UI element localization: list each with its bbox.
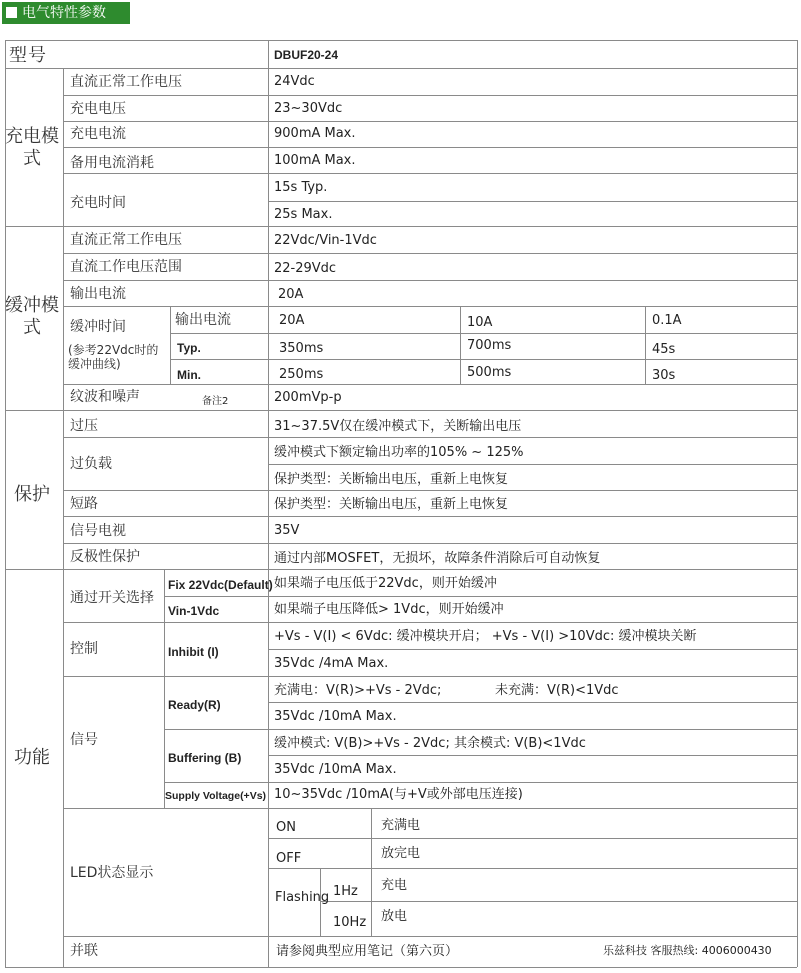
- buffering-value: 缓冲模式: V(B)>+Vs - 2Vdc; 其余模式: V(B)<1Vdc: [274, 736, 586, 751]
- led-10hz-value: 放电: [381, 909, 408, 924]
- buffer-min-value: 30s: [652, 368, 676, 383]
- grid-line-h: [63, 121, 797, 122]
- grid-line-h: [63, 936, 797, 937]
- grid-line-h: [268, 649, 797, 650]
- led-on: ON: [276, 820, 296, 835]
- buffer-min-value: 250ms: [279, 367, 324, 382]
- ready-rating: 35Vdc /10mA Max.: [274, 709, 397, 724]
- buffer-typ-label: Typ.: [177, 341, 201, 355]
- grid-line-h: [63, 808, 797, 809]
- ripple-value: 200mVp-p: [274, 390, 342, 405]
- buffer-row-value: 20A: [278, 287, 304, 302]
- model-label: 型号: [9, 45, 47, 66]
- grid-line-h: [268, 838, 797, 839]
- charge-mode-category: 充电模式: [5, 126, 59, 169]
- parallel-value: 请参阅典型应用笔记（第六页）: [276, 944, 459, 959]
- short-circuit-value: 保护类型：关断输出电压，重新上电恢复: [274, 497, 509, 512]
- function-category: 功能: [14, 747, 50, 768]
- inhibit-value: +Vs - V(I) < 6Vdc: 缓冲模块开启； +Vs - V(I) >10Vdc: 缓冲模块关断: [274, 629, 697, 644]
- grid-line-v: [164, 622, 165, 676]
- charge-row-label: 直流正常工作电压: [70, 74, 182, 90]
- signal-tv-value: 35V: [274, 523, 300, 538]
- buffer-current: 10A: [467, 315, 493, 330]
- grid-line-v: [460, 306, 461, 384]
- short-circuit-label: 短路: [70, 496, 98, 512]
- buffer-typ-value: 700ms: [467, 338, 512, 353]
- inhibit-rating: 35Vdc /4mA Max.: [274, 656, 389, 671]
- switch-option-value: 如果端子电压降低> 1Vdc，则开始缓冲: [274, 602, 504, 617]
- grid-line-h: [268, 868, 797, 869]
- charge-time-label: 充电时间: [70, 195, 126, 211]
- grid-line-h: [63, 384, 797, 385]
- buffer-time-label: 缓冲时间: [70, 319, 126, 335]
- control-label: 控制: [70, 641, 98, 657]
- grid-line-h: [5, 226, 797, 227]
- buffer-min-value: 500ms: [467, 365, 512, 380]
- led-1hz: 1Hz: [333, 884, 358, 899]
- reverse-polarity-value: 通过内部MOSFET，无损坏，故障条件消除后可自动恢复: [274, 551, 601, 566]
- supply-voltage-label: Supply Voltage(+Vs): [165, 790, 267, 802]
- overload-value: 缓冲模式下额定输出功率的105% ~ 125%: [274, 445, 524, 460]
- grid-line-h: [268, 464, 797, 465]
- buffer-min-label: Min.: [177, 368, 201, 382]
- grid-line-h: [63, 437, 797, 438]
- grid-line-h: [164, 782, 797, 783]
- charge-row-label: 备用电流消耗: [70, 155, 154, 171]
- grid-line-h: [170, 333, 797, 334]
- grid-line-h: [63, 543, 797, 544]
- led-on-value: 充满电: [381, 818, 421, 833]
- grid-line-h: [164, 729, 797, 730]
- led-off: OFF: [276, 851, 302, 866]
- parallel-label: 并联: [70, 943, 98, 959]
- protection-category: 保护: [14, 484, 50, 505]
- led-status-label: LED状态显示: [70, 865, 154, 881]
- grid-line-h: [5, 40, 797, 41]
- grid-line-h: [164, 596, 797, 597]
- grid-line-h: [268, 702, 797, 703]
- hotline: 乐兹科技 客服热线: 4006000430: [603, 944, 772, 957]
- grid-line-h: [63, 306, 797, 307]
- grid-line-h: [63, 622, 797, 623]
- grid-line-h: [5, 410, 797, 411]
- charge-time-max: 25s Max.: [274, 207, 333, 222]
- buffer-typ-value: 350ms: [279, 341, 324, 356]
- buffer-row-label: 输出电流: [70, 286, 126, 302]
- grid-line-h: [63, 173, 797, 174]
- ripple-label: 纹波和噪声: [70, 389, 140, 405]
- overload-protect-type: 保护类型：关断输出电压，重新上电恢复: [274, 472, 509, 487]
- buffering-rating: 35Vdc /10mA Max.: [274, 762, 397, 777]
- buffer-subhead-current: 输出电流: [175, 312, 231, 328]
- switch-option: Fix 22Vdc(Default): [168, 578, 273, 592]
- grid-line-h: [5, 68, 797, 69]
- charge-time-typ: 15s Typ.: [274, 180, 328, 195]
- charge-row-value: 900mA Max.: [274, 126, 356, 141]
- reverse-polarity-label: 反极性保护: [70, 549, 140, 565]
- over-voltage-value: 31~37.5V仅在缓冲模式下，关断输出电压: [274, 419, 522, 434]
- grid-line-v: [645, 306, 646, 384]
- switch-option-value: 如果端子电压低于22Vdc，则开始缓冲: [274, 576, 497, 591]
- grid-line-v: [164, 569, 165, 622]
- led-flashing: Flashing: [275, 890, 330, 905]
- grid-line-v: [268, 40, 269, 967]
- grid-line-h: [63, 676, 797, 677]
- grid-line-h: [63, 280, 797, 281]
- led-off-value: 放完电: [381, 846, 421, 861]
- grid-line-h: [63, 490, 797, 491]
- grid-line-h: [268, 201, 797, 202]
- grid-line-v: [170, 306, 171, 384]
- overload-label: 过负载: [70, 456, 112, 472]
- ready-value-not-full: 未充满：V(R)<1Vdc: [495, 683, 619, 698]
- buffer-time-note: (参考22Vdc时的缓冲曲线): [68, 343, 159, 371]
- over-voltage-label: 过压: [70, 418, 98, 434]
- ready-label: Ready(R): [168, 698, 221, 712]
- grid-line-h: [63, 516, 797, 517]
- supply-voltage-value: 10~35Vdc /10mA(与+V或外部电压连接): [274, 787, 523, 802]
- charge-row-value: 24Vdc: [274, 74, 315, 89]
- signal-tv-label: 信号电视: [70, 523, 126, 539]
- switch-select-label: 通过开关选择: [70, 590, 154, 606]
- grid-line-h: [5, 569, 797, 570]
- buffer-current: 0.1A: [652, 313, 682, 328]
- buffer-row-label: 直流正常工作电压: [70, 232, 182, 248]
- grid-line-h: [320, 901, 797, 902]
- grid-line-h: [63, 147, 797, 148]
- charge-row-label: 充电电流: [70, 126, 126, 142]
- buffer-row-value: 22Vdc/Vin-1Vdc: [274, 233, 377, 248]
- grid-line-v: [63, 68, 64, 967]
- grid-line-h: [268, 755, 797, 756]
- buffer-typ-value: 45s: [652, 342, 676, 357]
- grid-line-h: [5, 967, 797, 968]
- charge-row-label: 充电电压: [70, 101, 126, 117]
- switch-option: Vin-1Vdc: [168, 604, 220, 618]
- buffer-row-label: 直流工作电压范围: [70, 259, 182, 275]
- charge-row-value: 23~30Vdc: [274, 101, 343, 116]
- grid-line-v: [797, 40, 798, 967]
- ripple-note: 备注2: [202, 396, 229, 407]
- grid-line-h: [63, 95, 797, 96]
- buffer-current: 20A: [279, 313, 305, 328]
- ready-value-full: 充满电：V(R)>+Vs - 2Vdc;: [274, 683, 442, 698]
- grid-line-v: [371, 808, 372, 936]
- led-1hz-value: 充电: [381, 878, 408, 893]
- grid-line-h: [170, 359, 797, 360]
- grid-line-h: [63, 253, 797, 254]
- model-value: DBUF20-24: [274, 48, 339, 62]
- buffering-label: Buffering (B): [168, 751, 242, 765]
- buffer-row-value: 22-29Vdc: [274, 261, 337, 276]
- led-10hz: 10Hz: [333, 915, 367, 930]
- buffer-mode-category: 缓冲模式: [5, 295, 59, 338]
- inhibit-label: Inhibit (I): [168, 645, 219, 659]
- charge-row-value: 100mA Max.: [274, 153, 356, 168]
- banner-title: 电气特性参数: [22, 5, 106, 21]
- signal-label: 信号: [70, 732, 98, 748]
